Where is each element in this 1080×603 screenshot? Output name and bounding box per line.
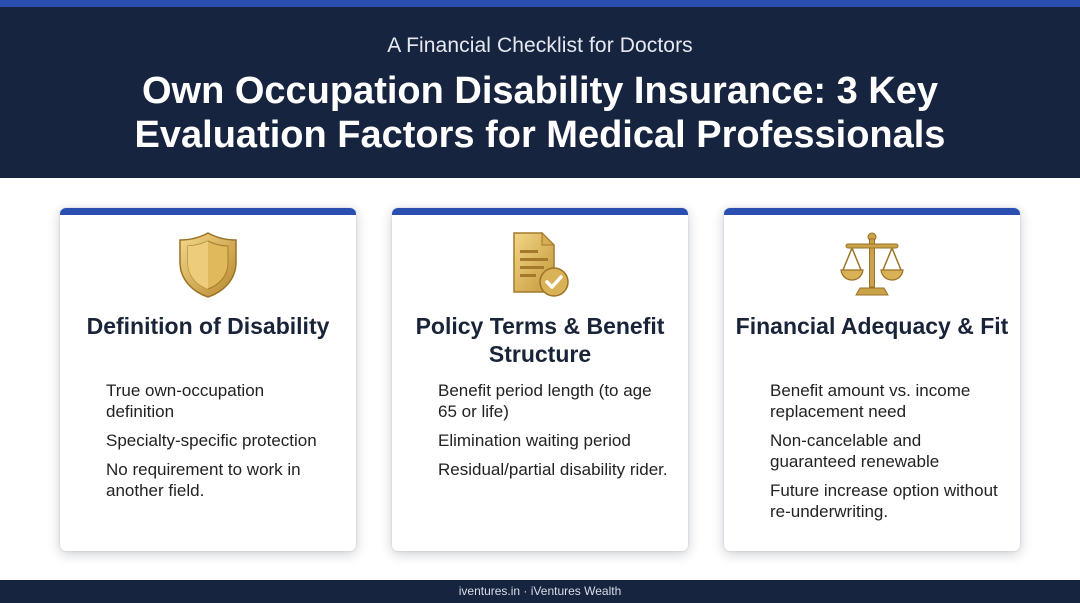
card-accent-bar bbox=[724, 208, 1020, 215]
footer-text: iventures.in · iVentures Wealth bbox=[458, 584, 622, 598]
page-title: Own Occupation Disability Insurance: 3 Key Evaluation Factors for Medical Professionals bbox=[134, 70, 946, 156]
card-title: Financial Adequacy & Fit bbox=[735, 313, 1009, 339]
list-item: True own-occupation definition bbox=[106, 381, 265, 421]
card-accent-bar bbox=[392, 208, 688, 215]
list-item: Benefit amount vs. income replacement need bbox=[770, 381, 971, 421]
card-item-list bbox=[770, 380, 1000, 530]
card-financial-adequacy bbox=[724, 208, 1020, 551]
card-title: Definition of Disability bbox=[86, 313, 330, 339]
card-item-list bbox=[438, 380, 668, 488]
header-banner bbox=[0, 7, 1080, 178]
document-check-icon bbox=[508, 230, 572, 300]
list-item: No requirement to work in another field. bbox=[106, 460, 301, 500]
list-item: Elimination waiting period bbox=[438, 431, 631, 450]
card-definition-of-disability bbox=[60, 208, 356, 551]
footer-bar bbox=[0, 580, 1080, 603]
card-item-list bbox=[106, 380, 336, 509]
list-item: Non-cancelable and guaranteed renewable bbox=[770, 431, 940, 471]
page-subtitle: A Financial Checklist for Doctors bbox=[387, 34, 693, 57]
card-policy-terms bbox=[392, 208, 688, 551]
list-item: Benefit period length (to age 65 or life) bbox=[438, 381, 652, 421]
list-item: Specialty-specific protection bbox=[106, 431, 317, 450]
list-item: Residual/partial disability rider. bbox=[438, 460, 668, 479]
shield-icon bbox=[177, 230, 239, 300]
card-accent-bar bbox=[60, 208, 356, 215]
card-title: Policy Terms & Benefit Structure bbox=[415, 313, 665, 367]
scales-icon bbox=[838, 230, 906, 300]
top-accent-stripe bbox=[0, 0, 1080, 7]
list-item: Future increase option without re-underwriting. bbox=[770, 481, 998, 521]
